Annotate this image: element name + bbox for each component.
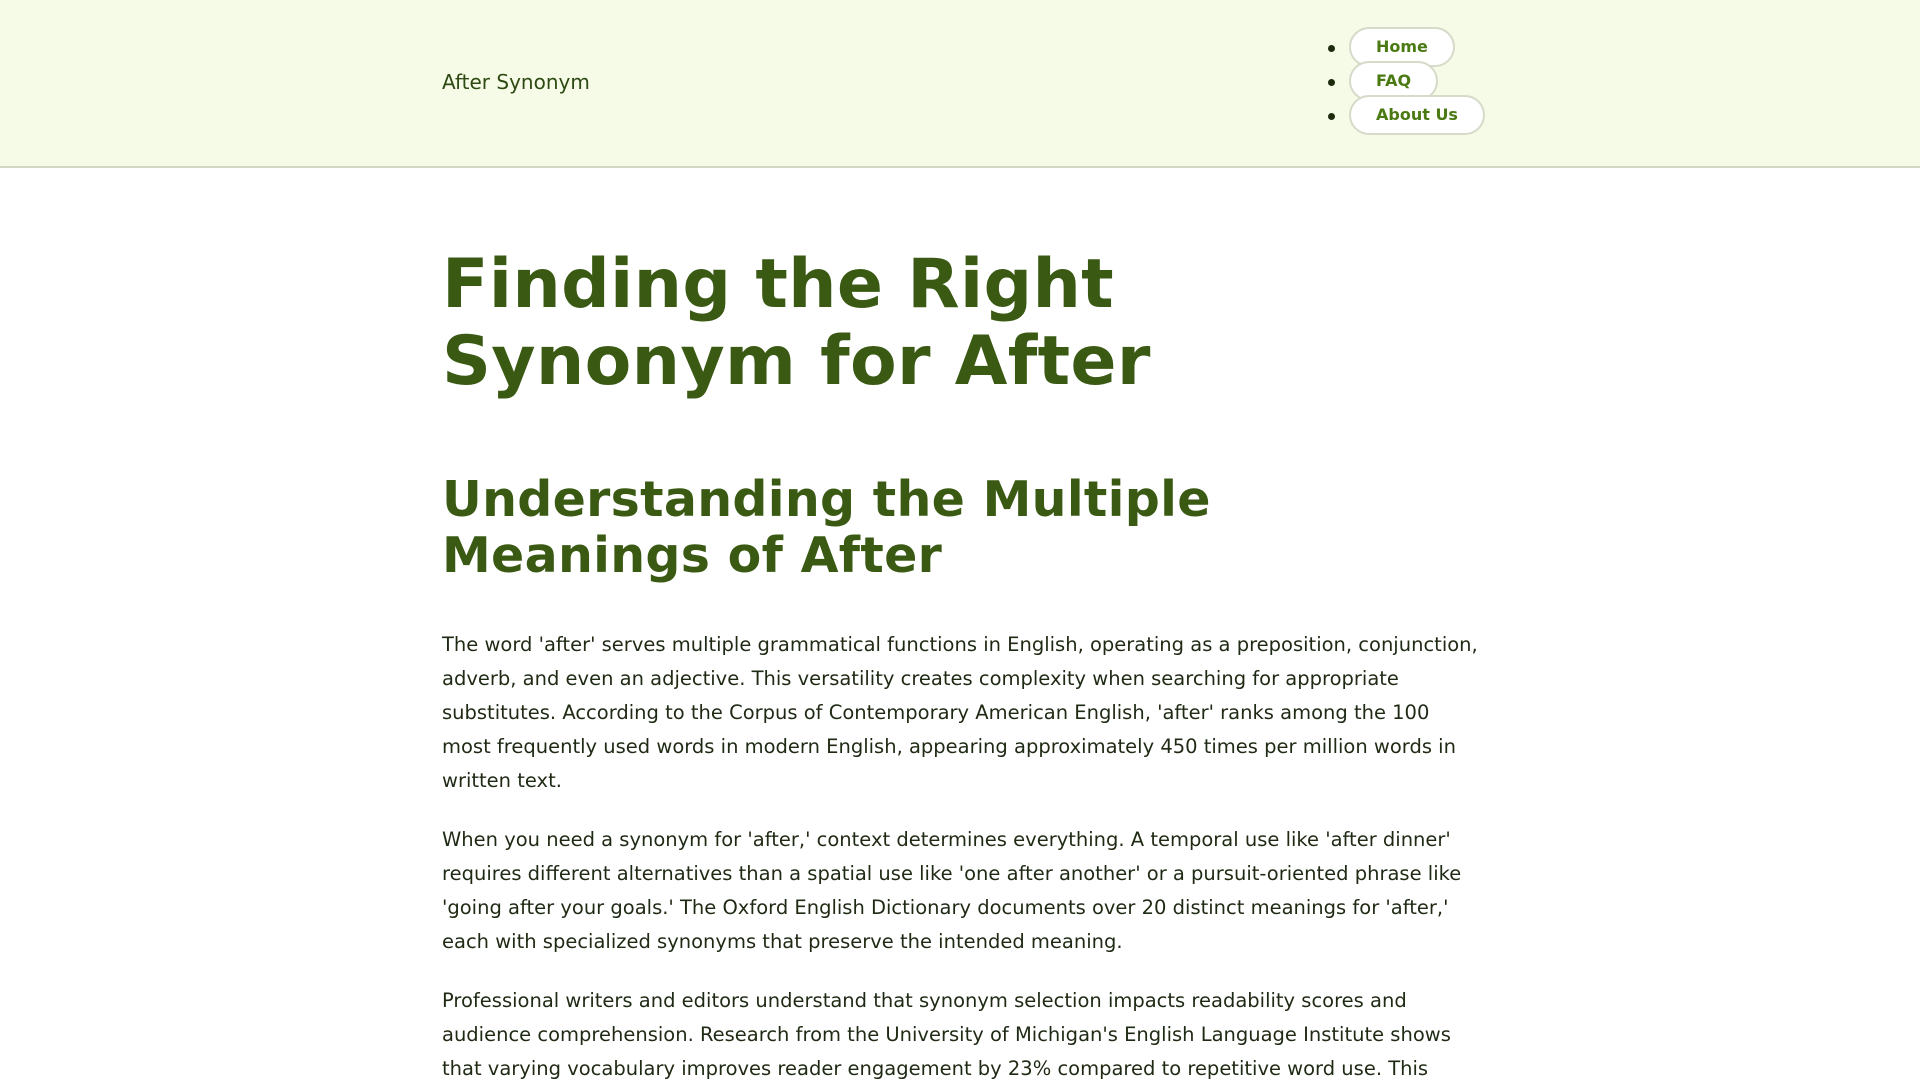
body-paragraph: Professional writers and editors understand that synonym selection impacts readability scores and audience comprehension. Research from the University of Michigan's English Language Institute shows that varying vocabulary improves reader engagement by 23% compared to repetitive word use. This [442,989,1451,1080]
main-content [442,166,1482,1086]
nav-about-button[interactable]: About Us [1349,95,1485,135]
main-nav [1328,30,1485,132]
page-title: Finding the Right Synonym for After [442,245,1151,401]
body-paragraph: When you need a synonym for 'after,' context determines everything. A temporal use like 'after dinner' requires different alternatives than a spatial use like 'one after another' or a pursuit-oriented phrase like 'going after your goals.' The Oxford English Dictionary documents over 20 distinct meanings for 'after,' each with specialized synonyms that preserve the intended meaning. [442,828,1462,953]
bullet-icon [1328,113,1335,120]
section-heading: Understanding the Multiple Meanings of After [442,471,1211,584]
bullet-icon [1328,79,1335,86]
site-title-link[interactable]: After Synonym [442,70,590,94]
nav-item-home [1328,30,1485,64]
nav-item-about [1328,98,1485,132]
site-header [0,0,1920,168]
nav-item-faq [1328,64,1485,98]
bullet-icon [1328,45,1335,52]
body-paragraph: The word 'after' serves multiple grammatical functions in English, operating as a preposition, conjunction, adverb, and even an adjective. This versatility creates complexity when searching for appropriate substitutes. According to the Corpus of Contemporary American English, 'after' ranks among the 100 most frequently used words in modern English, appearing approximately 450 times per million words in written text. [442,633,1478,792]
nav-faq-button[interactable]: FAQ [1349,61,1438,101]
nav-home-button[interactable]: Home [1349,27,1455,67]
